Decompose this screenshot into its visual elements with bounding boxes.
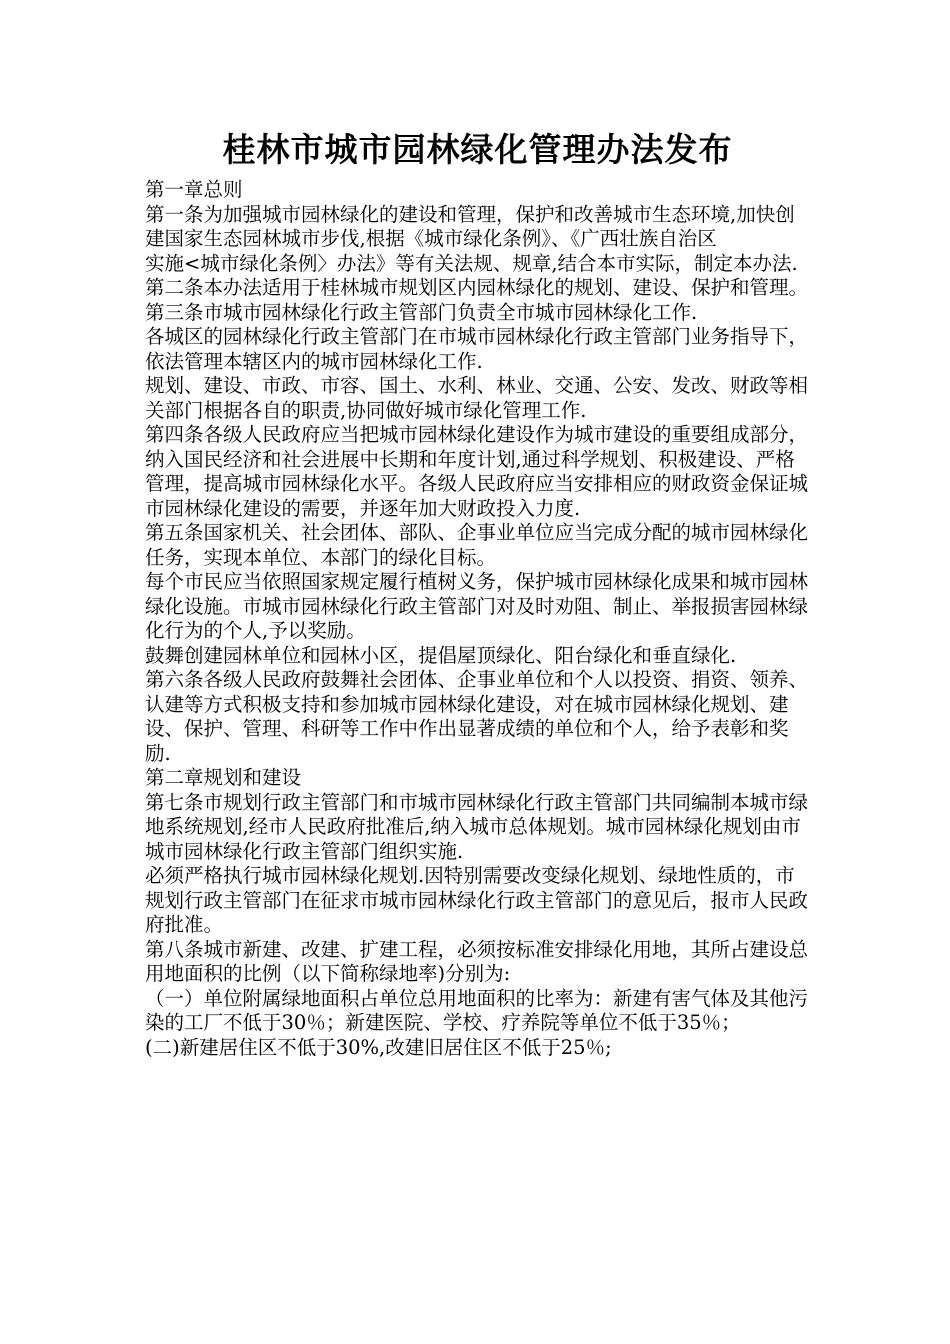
- article-paragraph: 第六条各级人民政府鼓舞社会团体、企事业单位和个人以投资、捐资、领养、认建等方式积极支持和参加城市园林绿化建设，对在城市园林绿化规划、建设、保护、管理、科研等工作中作出显著成绩的单位和个人，给予表彰和奖励.: [145, 668, 809, 765]
- article-paragraph: 第五条国家机关、社会团体、部队、企事业单位应当完成分配的城市园林绿化任务，实现本单位、本部门的绿化目标。: [145, 521, 809, 569]
- article-paragraph: 第四条各级人民政府应当把城市园林绿化建设作为城市建设的重要组成部分，纳入国民经济和社会进展中长期和年度计划,通过科学规划、积极建设、严格管理，提高城市园林绿化水平。各级人民政府应当安排相应的财政资金保证城市园林绿化建设的需要，并逐年加大财政投入力度.: [145, 423, 809, 520]
- document-page: [145, 128, 810, 1060]
- article-paragraph: 第八条城市新建、改建、扩建工程，必须按标准安排绿化用地，其所占建设总用地面积的比例（以下简称绿地率)分别为:: [145, 937, 809, 985]
- article-paragraph: 必须严格执行城市园林绿化规划.因特别需要改变绿化规划、绿地性质的，市规划行政主管部门在征求市城市园林绿化行政主管部门的意见后，报市人民政府批准。: [145, 864, 809, 936]
- article-paragraph: (二)新建居住区不低于30%,改建旧居住区不低于25％;: [145, 1035, 612, 1059]
- document-body: [145, 178, 810, 1060]
- article-paragraph: 每个市民应当依照国家规定履行植树义务，保护城市园林绿化成果和城市园林绿化设施。市城市园林绿化行政主管部门对及时劝阻、制止、举报损害园林绿化行为的个人,予以奖励。: [145, 570, 809, 642]
- chapter-heading: 第一章总则: [145, 178, 243, 201]
- article-paragraph: 各城区的园林绿化行政主管部门在市城市园林绿化行政主管部门业务指导下，依法管理本辖区内的城市园林绿化工作.: [145, 325, 809, 373]
- article-paragraph: 第三条市城市园林绿化行政主管部门负责全市城市园林绿化工作.: [145, 300, 698, 324]
- article-paragraph: 鼓舞创建园林单位和园林小区，提倡屋顶绿化、阳台绿化和垂直绿化.: [145, 643, 737, 667]
- article-paragraph: 第一条为加强城市园林绿化的建设和管理，保护和改善城市生态环境,加快创建国家生态园林城市步伐,根据《城市绿化条例》、《广西壮族自治区: [145, 202, 795, 250]
- article-paragraph: 第七条市规划行政主管部门和市城市园林绿化行政主管部门共同编制本城市绿地系统规划,经市人民政府批准后,纳入城市总体规划。城市园林绿化规划由市城市园林绿化行政主管部门组织实施.: [145, 790, 809, 863]
- article-paragraph: 规划、建设、市政、市容、国土、水利、林业、交通、公安、发改、财政等相关部门根据各自的职责,协同做好城市绿化管理工作.: [145, 374, 809, 422]
- article-paragraph: （一）单位附属绿地面积占单位总用地面积的比率为：新建有害气体及其他污染的工厂不低于30％；新建医院、学校、疗养院等单位不低于35％；: [145, 986, 809, 1034]
- document-title: 桂林市城市园林绿化管理办法发布: [222, 130, 733, 169]
- article-paragraph: 实施<城市绿化条例〉办法》等有关法规、规章,结合本市实际，制定本办法.: [145, 251, 798, 275]
- article-paragraph: 第二条本办法适用于桂林城市规划区内园林绿化的规划、建设、保护和管理。: [145, 276, 809, 299]
- chapter-heading: 第二章规划和建设: [145, 766, 302, 789]
